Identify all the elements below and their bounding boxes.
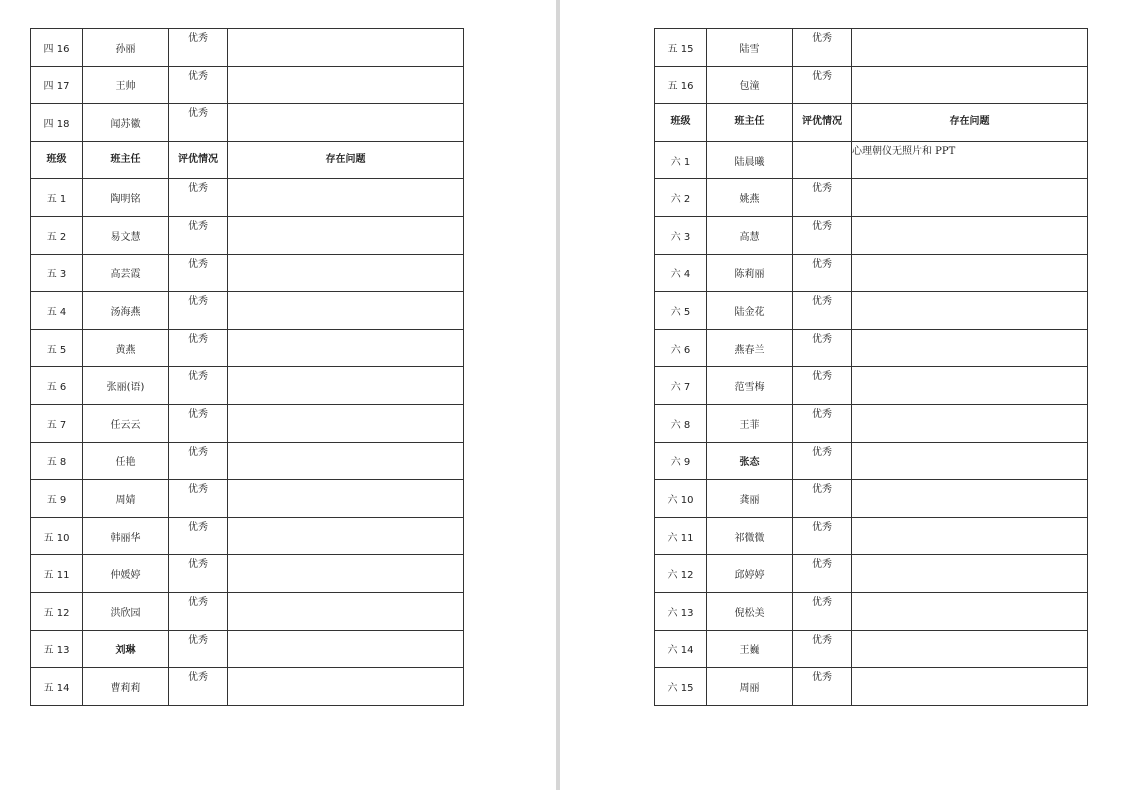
class-cell: 五 14 [31,668,83,706]
table-row [31,104,464,142]
rating-cell: 优秀 [169,254,228,292]
issue-cell [852,442,1088,480]
rating-cell: 优秀 [169,442,228,480]
rating-cell: 优秀 [169,480,228,518]
teacher-cell: 倪松美 [707,592,793,630]
table-row [655,179,1088,217]
class-cell: 六 6 [655,329,707,367]
class-evaluation-table-right [654,28,1088,706]
header-issues: 存在问题 [852,104,1088,142]
issue-cell [852,216,1088,254]
teacher-cell: 陆雪 [707,29,793,67]
table-row [31,592,464,630]
issue-cell [852,668,1088,706]
issue-cell [852,517,1088,555]
rating-cell: 优秀 [169,216,228,254]
teacher-cell: 邱婷婷 [707,555,793,593]
rating-cell: 优秀 [793,630,852,668]
class-cell: 六 4 [655,254,707,292]
class-cell: 六 14 [655,630,707,668]
rating-cell: 优秀 [793,329,852,367]
issue-cell [228,442,464,480]
issue-cell [852,179,1088,217]
table-row [31,480,464,518]
table-row [655,141,1088,179]
class-cell: 六 3 [655,216,707,254]
table-row [31,555,464,593]
issue-cell [228,404,464,442]
table-row [655,668,1088,706]
table-row [31,367,464,405]
teacher-cell: 孙丽 [83,29,169,67]
table-row [31,179,464,217]
table-row [31,66,464,104]
class-cell: 六 13 [655,592,707,630]
teacher-cell: 龚丽 [707,480,793,518]
header-teacher: 班主任 [83,141,169,179]
teacher-cell: 王巍 [707,630,793,668]
rating-cell: 优秀 [793,555,852,593]
teacher-cell: 任艳 [83,442,169,480]
teacher-cell: 张丽(语) [83,367,169,405]
rating-cell: 优秀 [793,404,852,442]
issue-cell [852,29,1088,67]
header-teacher: 班主任 [707,104,793,142]
table-row [31,254,464,292]
table-row [655,329,1088,367]
table-row [31,29,464,67]
header-rating: 评优情况 [793,104,852,142]
rating-cell: 优秀 [169,555,228,593]
document-page-right [560,0,1135,790]
class-cell: 五 3 [31,254,83,292]
class-cell: 五 13 [31,630,83,668]
table-row [31,404,464,442]
table-row [655,592,1088,630]
class-cell: 六 10 [655,480,707,518]
rating-cell: 优秀 [793,179,852,217]
table-header-row [655,104,1088,142]
teacher-cell: 洪欣园 [83,592,169,630]
class-cell: 六 5 [655,292,707,330]
header-class: 班级 [31,141,83,179]
issue-cell [228,668,464,706]
issue-cell [228,66,464,104]
rating-cell: 优秀 [793,668,852,706]
issue-cell [228,517,464,555]
class-cell: 四 18 [31,104,83,142]
rating-cell: 优秀 [793,254,852,292]
table-row [31,216,464,254]
teacher-cell: 姚燕 [707,179,793,217]
table-row [655,480,1088,518]
rating-cell: 优秀 [793,480,852,518]
teacher-cell: 闻苏徽 [83,104,169,142]
table-row [655,555,1088,593]
table-row [31,292,464,330]
issue-cell [852,630,1088,668]
class-cell: 五 7 [31,404,83,442]
rating-cell: 优秀 [169,367,228,405]
rating-cell: 优秀 [169,517,228,555]
class-cell: 六 11 [655,517,707,555]
rating-cell: 优秀 [169,179,228,217]
table-row [655,404,1088,442]
issue-cell [228,592,464,630]
rating-cell: 优秀 [169,104,228,142]
teacher-cell: 韩丽华 [83,517,169,555]
table-row [655,216,1088,254]
table-body-right [655,29,1088,706]
teacher-cell: 陆晨曦 [707,141,793,179]
class-cell: 六 2 [655,179,707,217]
teacher-cell: 陈莉丽 [707,254,793,292]
table-row [655,292,1088,330]
issue-cell [228,179,464,217]
class-cell: 四 17 [31,66,83,104]
teacher-cell: 曹莉莉 [83,668,169,706]
rating-cell: 优秀 [793,517,852,555]
class-cell: 五 9 [31,480,83,518]
table-row [31,668,464,706]
table-row [655,442,1088,480]
teacher-cell: 王帅 [83,66,169,104]
teacher-cell: 高慧 [707,216,793,254]
class-cell: 五 8 [31,442,83,480]
teacher-cell: 任云云 [83,404,169,442]
issue-cell [852,480,1088,518]
rating-cell [793,141,852,179]
table-row [31,630,464,668]
teacher-cell: 刘琳 [83,630,169,668]
class-cell: 六 8 [655,404,707,442]
rating-cell: 优秀 [169,29,228,67]
issue-cell [228,480,464,518]
class-cell: 五 4 [31,292,83,330]
table-row [655,630,1088,668]
rating-cell: 优秀 [793,367,852,405]
issue-cell [852,329,1088,367]
issue-cell [228,29,464,67]
rating-cell: 优秀 [169,630,228,668]
rating-cell: 优秀 [169,292,228,330]
teacher-cell: 汤海燕 [83,292,169,330]
document-page-left [0,0,556,790]
class-cell: 五 5 [31,329,83,367]
class-cell: 六 7 [655,367,707,405]
rating-cell: 优秀 [793,292,852,330]
teacher-cell: 易文慧 [83,216,169,254]
rating-cell: 优秀 [793,66,852,104]
teacher-cell: 仲媛婷 [83,555,169,593]
issue-cell [228,292,464,330]
table-row [31,517,464,555]
teacher-cell: 包潼 [707,66,793,104]
teacher-cell: 周婧 [83,480,169,518]
rating-cell: 优秀 [169,404,228,442]
rating-cell: 优秀 [169,329,228,367]
header-rating: 评优情况 [169,141,228,179]
rating-cell: 优秀 [793,592,852,630]
table-row [655,66,1088,104]
class-cell: 五 11 [31,555,83,593]
issue-cell [852,592,1088,630]
teacher-cell: 高芸霞 [83,254,169,292]
class-cell: 六 9 [655,442,707,480]
teacher-cell: 张态 [707,442,793,480]
table-row [31,442,464,480]
issue-cell: 心理朝仪无照片和 PPT [852,141,1088,179]
class-evaluation-table-left [30,28,464,706]
teacher-cell: 祁微微 [707,517,793,555]
class-cell: 五 15 [655,29,707,67]
rating-cell: 优秀 [793,29,852,67]
class-cell: 六 15 [655,668,707,706]
teacher-cell: 黄燕 [83,329,169,367]
table-header-row [31,141,464,179]
table-body-left [31,29,464,706]
issue-cell [852,367,1088,405]
issue-cell [852,404,1088,442]
rating-cell: 优秀 [793,216,852,254]
teacher-cell: 周丽 [707,668,793,706]
teacher-cell: 陶明铭 [83,179,169,217]
teacher-cell: 范雪梅 [707,367,793,405]
issue-cell [228,630,464,668]
table-row [655,254,1088,292]
issue-cell [852,66,1088,104]
issue-cell [228,104,464,142]
rating-cell: 优秀 [169,668,228,706]
class-cell: 六 12 [655,555,707,593]
header-class: 班级 [655,104,707,142]
table-row [655,517,1088,555]
teacher-cell: 陆金花 [707,292,793,330]
issue-cell [228,367,464,405]
table-row [31,329,464,367]
table-row [655,29,1088,67]
issue-cell [228,329,464,367]
class-cell: 五 10 [31,517,83,555]
rating-cell: 优秀 [793,442,852,480]
class-cell: 五 1 [31,179,83,217]
class-cell: 四 16 [31,29,83,67]
teacher-cell: 王菲 [707,404,793,442]
rating-cell: 优秀 [169,66,228,104]
issue-cell [228,555,464,593]
issue-cell [228,216,464,254]
class-cell: 五 6 [31,367,83,405]
issue-cell [852,254,1088,292]
issue-cell [852,292,1088,330]
class-cell: 五 12 [31,592,83,630]
rating-cell: 优秀 [169,592,228,630]
teacher-cell: 燕春兰 [707,329,793,367]
issue-cell [228,254,464,292]
table-row [655,367,1088,405]
issue-cell [852,555,1088,593]
class-cell: 六 1 [655,141,707,179]
class-cell: 五 16 [655,66,707,104]
class-cell: 五 2 [31,216,83,254]
header-issues: 存在问题 [228,141,464,179]
